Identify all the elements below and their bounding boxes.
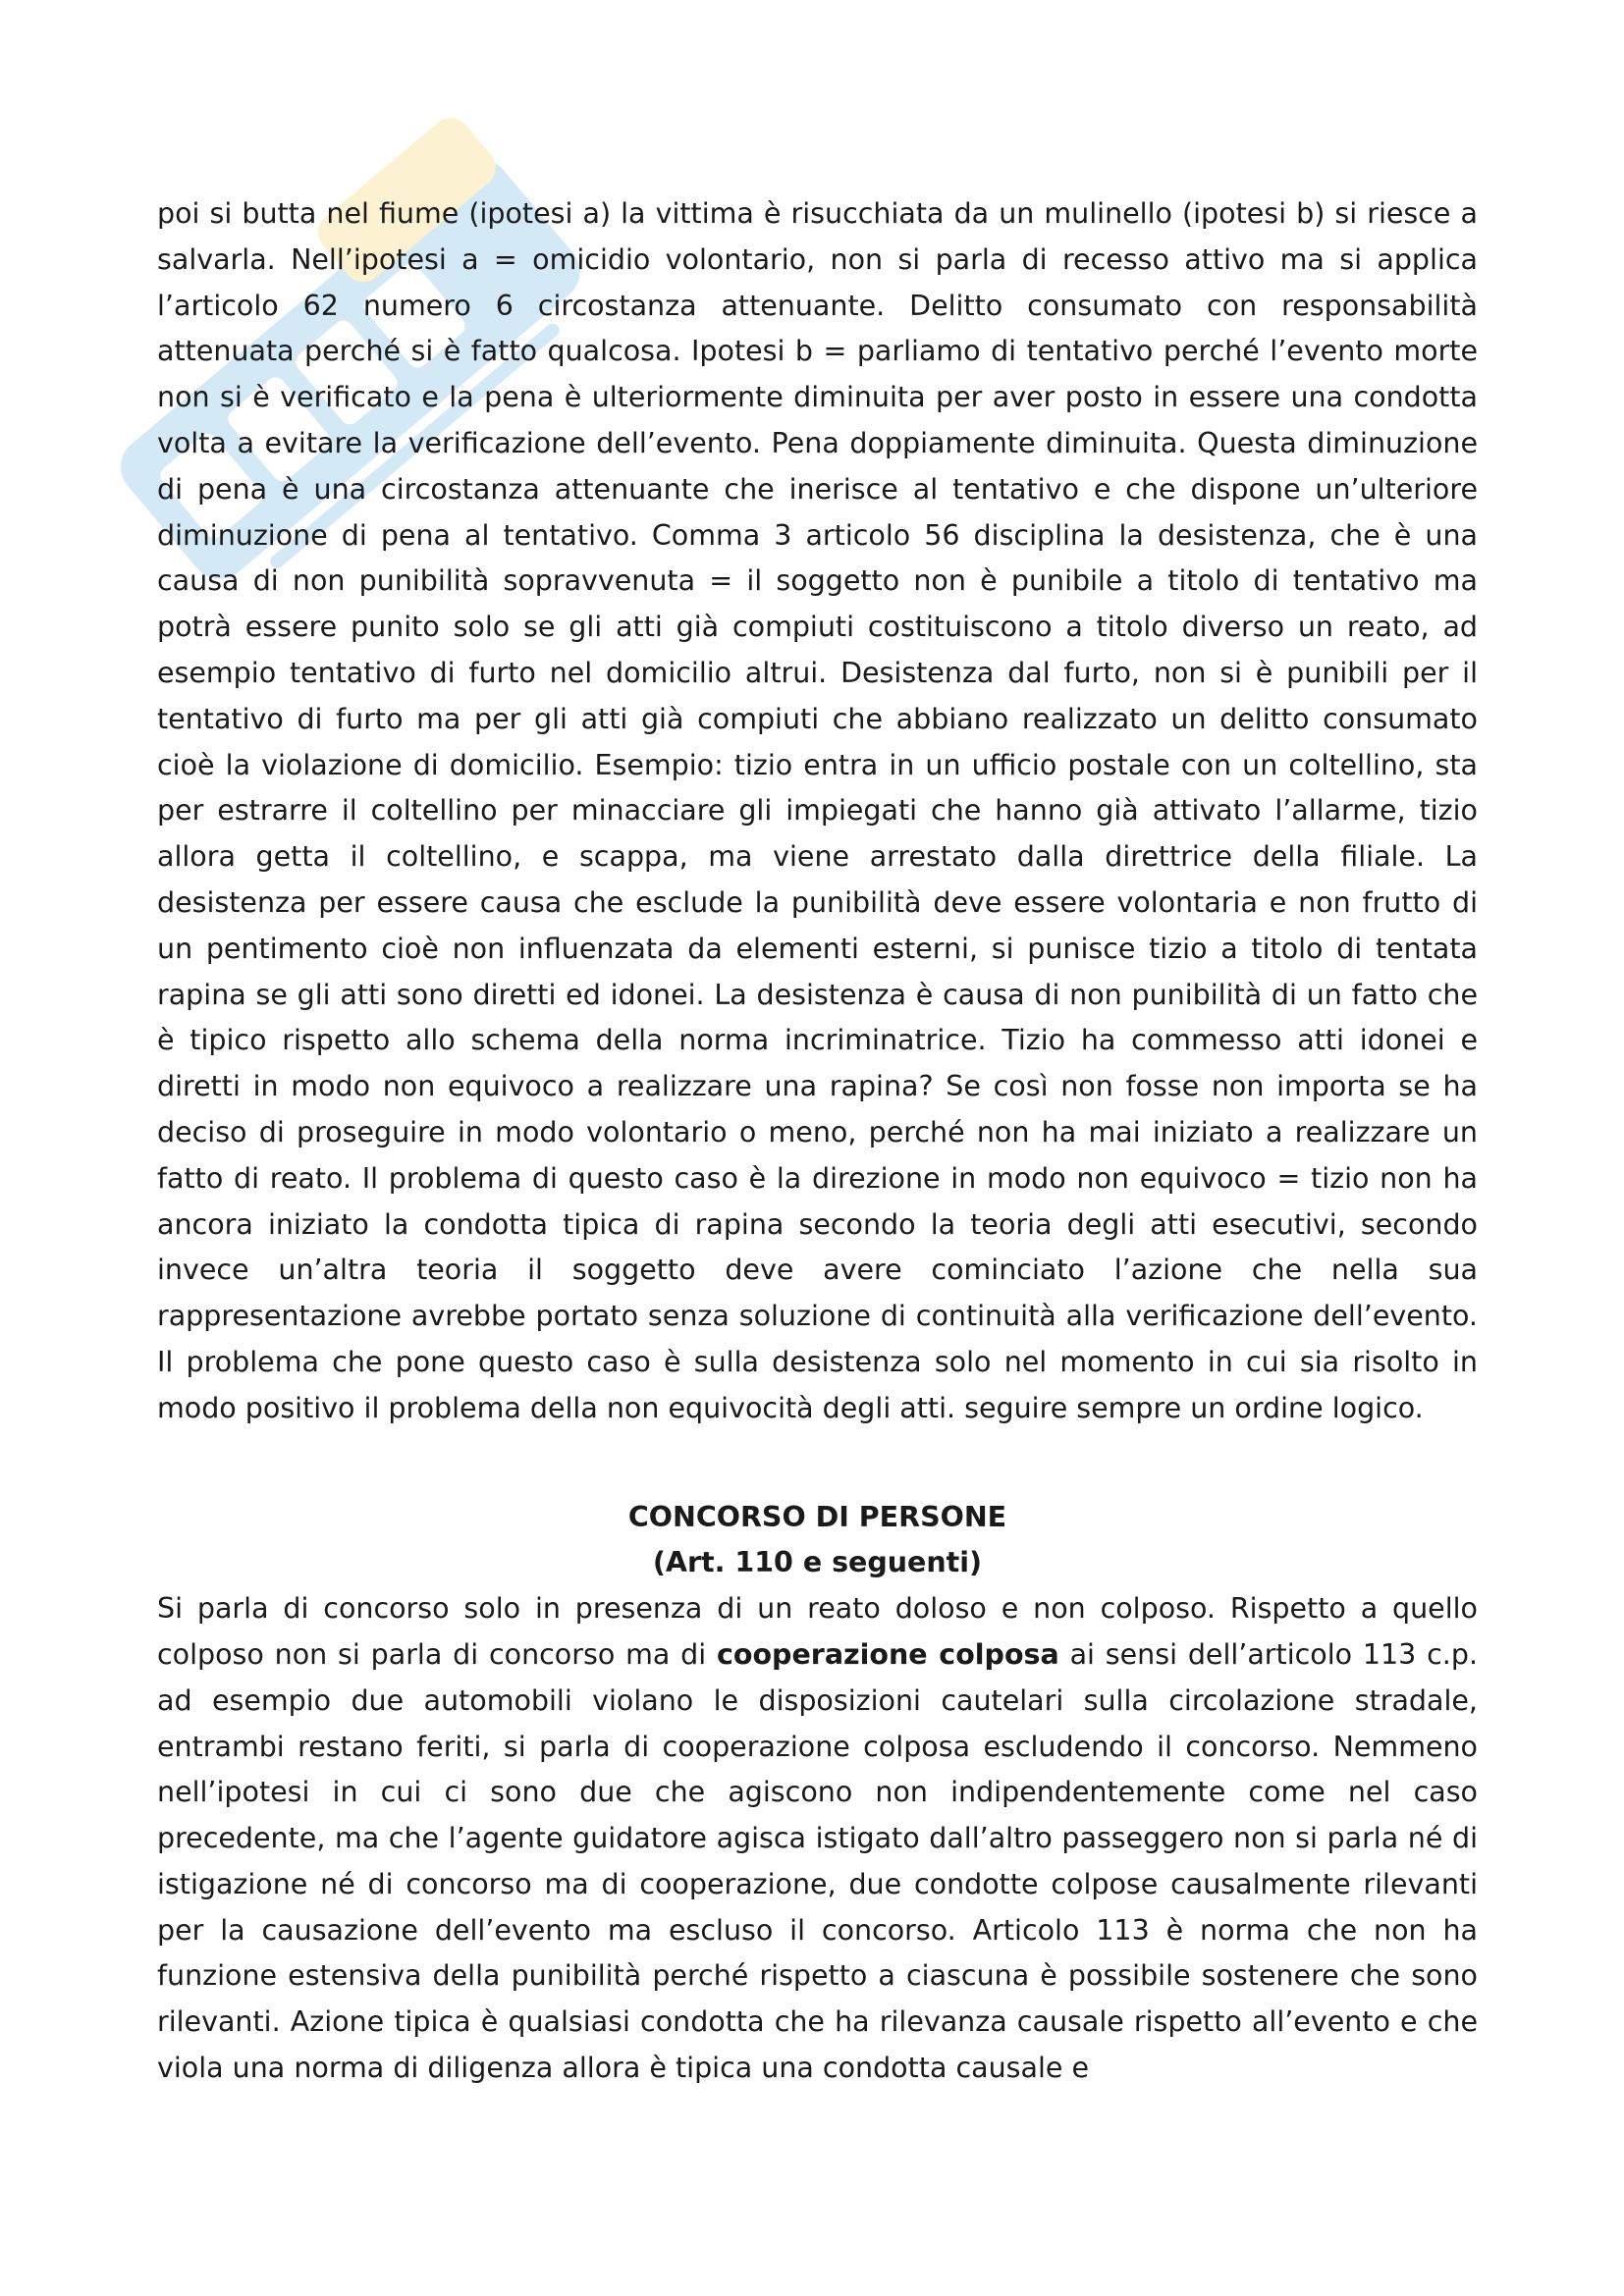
- section-subtitle: (Art. 110 e seguenti): [652, 1546, 983, 1579]
- body-paragraph-1: poi si butta nel fiume (ipotesi a) la vittima è risucchiata da un mulinello (ipotesi b) si riesce a salvarla. Nell’ipotesi a = omicidio volontario, non si parla di recesso attivo ma si applica l’articolo 62 numero 6 circostanza attenuante. Delitto consumato con responsabilità attenuata perché si è fatto qualcosa. Ipotesi b = parliamo di tentativo perché l’evento morte non si è verificato e la pena è ulteriormente diminuita per aver posto in essere una condotta volta a evitare la verificazione dell’evento. Pena doppiamente diminuita. Questa diminuzione di pena è una circostanza attenuante che inerisce al tentativo e che dispone un’ulteriore diminuzione di pena al tentativo. Comma 3 articolo 56 disciplina la desistenza, che è una causa di non punibilità sopravvenuta = il soggetto non è punibile a titolo di tentativo ma potrà essere punito solo se gli atti già compiuti costituiscono a titolo diverso un reato, ad esempio tentativo di furto nel domicilio altrui. Desistenza dal furto, non si è punibili per il tentativo di furto ma per gli atti già compiuti che abbiano realizzato un delitto consumato cioè la violazione di domicilio. Esempio: tizio entra in un ufficio postale con un coltellino, sta per estrarre il coltellino per minacciare gli impiegati che hanno già attivato l’allarme, tizio allora getta il coltellino, e scappa, ma viene arrestato dalla direttrice della filiale. La desistenza per essere causa che esclude la punibilità deve essere volontaria e non frutto di un pentimento cioè non influenzata da elementi esterni, si punisce tizio a titolo di tentata rapina se gli atti sono diretti ed idonei. La desistenza è causa di non punibilità di un fatto che è tipico rispetto allo schema della norma incriminatrice. Tizio ha commesso atti idonei e diretti in modo non equivoco a realizzare una rapina? Se così non fosse non importa se ha deciso di proseguire in modo volontario o meno, perché non ha mai iniziato a realizzare un fatto di reato. Il problema di questo caso è la direzione in modo non equivoco = tizio non ha ancora iniziato la condotta tipica di rapina secondo la teoria degli atti esecutivi, secondo invece un’altra teoria il soggetto deve avere cominciato l’azione che nella sua rappresentazione avrebbe portato senza soluzione di continuità alla verificazione dell’evento. Il problema che pone questo caso è sulla desistenza solo nel momento in cui sia risolto in modo positivo il problema della non equivocità degli atti. seguire sempre un ordine logico.: [157, 197, 1478, 1424]
- paragraph-2-text-cont: ai sensi dell’articolo 113 c.p. ad esempio due automobili violano le disposizioni cautelari sulla circolazione stradale, entrambi restano feriti, si parla di cooperazione colposa escludendo il concorso. Nemmeno nell’ipotesi in cui ci sono due che agiscono non indipendentemente come nel caso precedente, ma che l’agente guidatore agisca istigato dall’altro passeggero non si parla né di istigazione né di concorso ma di cooperazione, due condotte colpose causalmente rilevanti per la causazione dell’evento ma escluso il concorso. Articolo 113 è norma che non ha funzione estensiva della punibilità perché rispetto a ciascuna è possibile sostenere che sono rilevanti. Azione tipica è qualsiasi condotta che ha rilevanza causale rispetto all’evento e che viola una norma di diligenza allora è tipica una condotta causale e: [157, 1637, 1479, 2085]
- document-page: [157, 191, 1478, 2092]
- body-paragraph-2: [157, 1586, 1478, 2092]
- section-title: CONCORSO DI PERSONE: [627, 1500, 1007, 1533]
- paragraph-2-text: Si parla di concorso solo in presenza di un reato doloso e non colposo. Rispetto a quello colposo non si parla di concorso ma di: [157, 1592, 1478, 1671]
- bold-term: cooperazione colposa: [716, 1637, 1059, 1671]
- section-heading: [157, 1495, 1478, 1587]
